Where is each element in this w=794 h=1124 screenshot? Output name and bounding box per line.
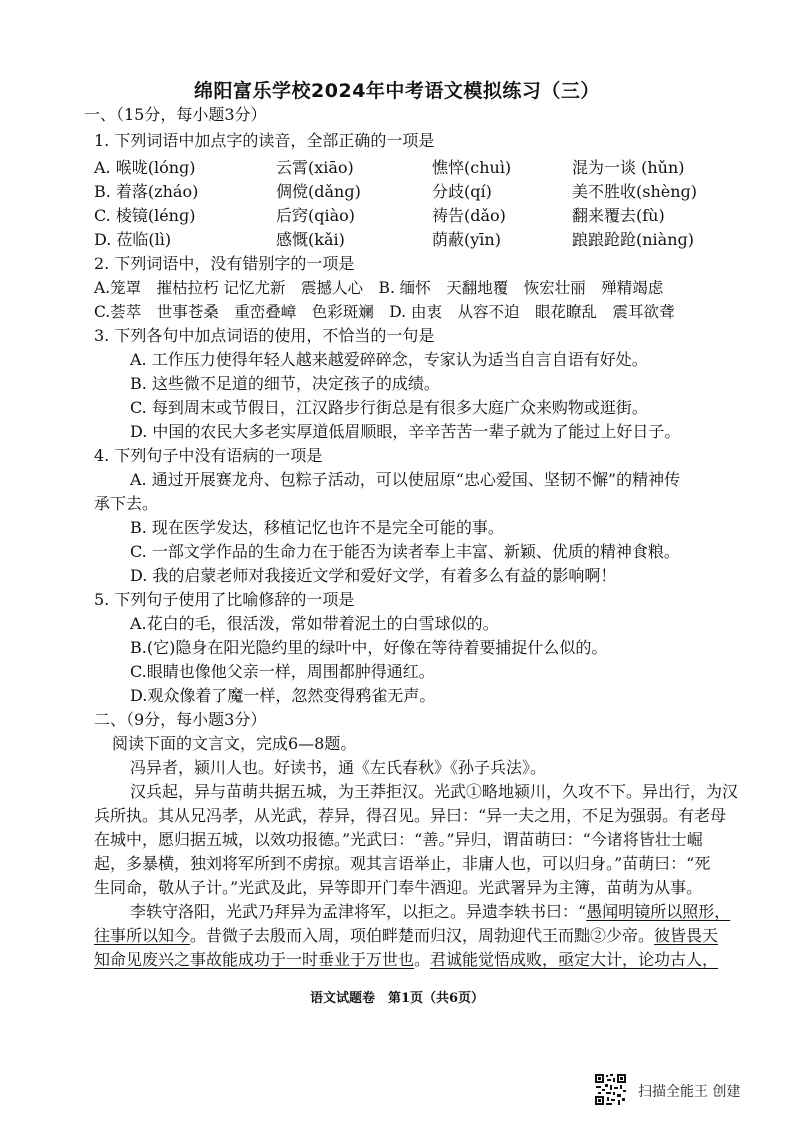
- q1-option-row-c: [94, 203, 714, 225]
- q1-option-cell: A. 喉咙(lónɡ): [94, 158, 196, 177]
- passage-line: 在城中，愿归据五城，以效功报德。”光武曰：“善。”异归，谓苗萌曰：“今诸将皆壮士崛: [94, 830, 703, 849]
- q1-option-cell: 憔悴(chuì): [432, 158, 512, 177]
- q5-option: A.花白的毛，很活泼，常如带着泥土的白雪球似的。: [130, 614, 499, 633]
- q1-option-cell: 倜傥(dǎnɡ): [276, 182, 361, 201]
- underlined-sentence: 君诚能觉悟成败，亟定大计，论功古人，: [430, 950, 719, 969]
- q3-option: D. 中国的农民大多老实厚道低眉顺眼，辛辛苦苦一辈子就为了能过上好日子。: [130, 422, 681, 441]
- q2-line-1: A.笼罩 摧枯拉朽 记忆尤新 震撼人心 B. 缅怀 天翻地覆 恢宏壮丽 殚精竭虑: [94, 279, 664, 297]
- qr-code-icon: [594, 1073, 627, 1106]
- section1-heading: 一、（15分，每小题3分）: [84, 105, 267, 124]
- q1-option-row-b: [94, 179, 714, 201]
- passage-line: 起，多暴横，独刘将军所到不虏掠。观其言语举止，非庸人也，可以归身。”苗萌曰：“死: [94, 854, 711, 873]
- scanner-label: 扫描全能王 创建: [638, 1084, 741, 1100]
- q1-option-cell: 感慨(kǎi): [276, 230, 345, 249]
- passage-text: 李轶守洛阳，光武乃拜异为孟津将军，以拒之。异遗李轶书曰：“: [130, 902, 587, 921]
- q1-stem: 1. 下列词语中加点字的读音，全部正确的一项是: [94, 131, 435, 150]
- passage-line: [130, 901, 730, 923]
- q1-option-cell: 翻来覆去(fù): [572, 206, 665, 225]
- q4-stem: 4. 下列句子中没有语病的一项是: [94, 446, 323, 465]
- page-footer: 语文试题卷 第1页（共6页）: [309, 991, 485, 1006]
- passage-line: [94, 949, 718, 971]
- q3-option: C. 每到周末或节假日，江汉路步行街总是有很多大庭广众来购物或逛街。: [130, 398, 648, 417]
- q1-option-cell: 踉踉跄跄(niànɡ): [572, 230, 694, 249]
- section2-heading: 二、（9分，每小题3分）: [94, 710, 267, 729]
- q4-option-a-line1: A. 通过开展赛龙舟、包粽子活动，可以使屈原“忠心爱国、坚韧不懈”的精神传: [130, 470, 681, 489]
- q1-option-cell: D. 莅临(lì): [94, 230, 172, 249]
- q4-option: B. 现在医学发达，移植记忆也许不是完全可能的事。: [130, 518, 504, 537]
- q3-stem: 3. 下列各句中加点词语的使用，不恰当的一句是: [94, 326, 435, 345]
- q2-stem: 2. 下列词语中，没有错别字的一项是: [94, 254, 355, 273]
- page-title: 绵阳富乐学校2024年中考语文模拟练习（三）: [194, 80, 600, 102]
- q1-option-cell: 混为一谈 (hǔn): [572, 158, 685, 177]
- passage-text: 。: [414, 950, 431, 969]
- q3-option: B. 这些微不足道的细节，决定孩子的成绩。: [130, 374, 440, 393]
- passage-text: 。昔微子去殷而入周，项伯畔楚而归汉，周勃迎代王而黜②少帝。: [190, 926, 655, 945]
- q1-option-cell: 荫蔽(yīn): [432, 230, 501, 249]
- q1-option-cell: 分歧(qí): [432, 182, 492, 201]
- q4-option-a-line2: 承下去。: [94, 494, 159, 513]
- passage-line: [94, 925, 718, 947]
- q1-option-cell: 美不胜收(shènɡ): [572, 182, 698, 201]
- q1-option-cell: 祷告(dǎo): [432, 206, 506, 225]
- underlined-sentence: 往事所以知今: [94, 926, 191, 945]
- passage-line: 兵所执。其从兄冯孝，从光武，荐异，得召见。异曰：“异一夫之用，不足为强弱。有老母: [94, 806, 727, 825]
- q1-option-row-a: [94, 155, 714, 177]
- q4-option: D. 我的启蒙老师对我接近文学和爱好文学，有着多么有益的影响啊！: [130, 566, 617, 585]
- q1-option-cell: 云霄(xiāo): [276, 158, 354, 177]
- q5-option: D.观众像着了魔一样，忽然变得鸦雀无声。: [130, 686, 436, 705]
- q2-line-2: C.荟萃 世事苍桑 重峦叠嶂 色彩斑斓 D. 由衷 从容不迫 眼花瞭乱 震耳欲聋: [94, 303, 675, 321]
- underlined-sentence: 彼皆畏天: [654, 926, 719, 945]
- passage-paragraph-1: 冯异者，颍川人也。好读书，通《左氏春秋》《孙子兵法》。: [130, 758, 547, 777]
- q1-option-row-d: [94, 227, 714, 249]
- q4-option: C. 一部文学作品的生命力在于能否为读者奉上丰富、新颖、优质的精神食粮。: [130, 542, 680, 561]
- underlined-sentence: 愚闻明镜所以照形，: [586, 902, 731, 921]
- q1-option-cell: B. 着落(zháo): [94, 182, 199, 201]
- q1-option-cell: C. 棱镜(lénɡ): [94, 206, 196, 225]
- q5-option: B.(它)隐身在阳光隐约里的绿叶中，好像在等待着要捕捉什么似的。: [130, 638, 608, 657]
- underlined-sentence: 知命见废兴之事故能成功于一时垂业于万世也: [94, 950, 415, 969]
- q3-option: A. 工作压力使得年轻人越来越爱碎碎念，专家认为适当自言自语有好处。: [130, 350, 648, 369]
- passage-line: 汉兵起，异与苗萌共据五城，为王莽拒汉。光武①略地颍川，久攻不下。异出行，为汉: [130, 782, 739, 801]
- q5-stem: 5. 下列句子使用了比喻修辞的一项是: [94, 590, 355, 609]
- q1-option-cell: 后窍(qiào): [276, 206, 356, 225]
- passage-line: 生同命，敬从子计。”光武及此，异等即开门奉牛酒迎。光武署异为主簿，苗萌为从事。: [94, 878, 703, 897]
- section2-instruction: 阅读下面的文言文，完成6—8题。: [112, 734, 357, 753]
- q5-option: C.眼睛也像他父亲一样，周围都肿得通红。: [130, 662, 435, 681]
